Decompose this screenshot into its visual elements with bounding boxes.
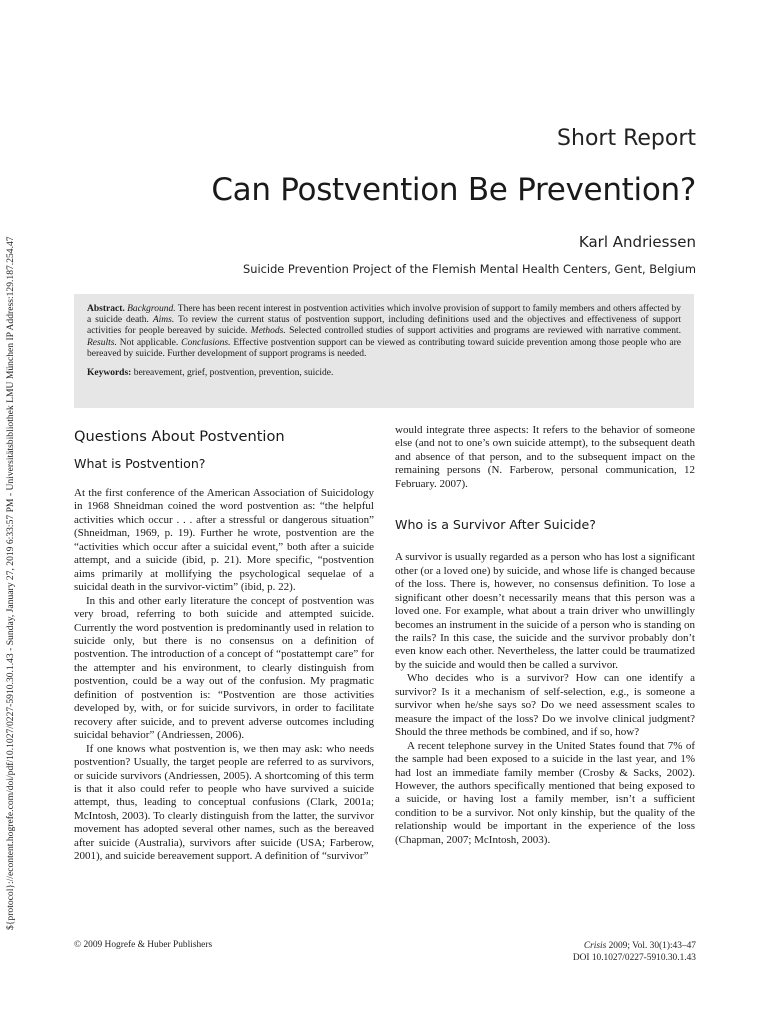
paragraph-7: A recent telephone survey in the United States found that 7% of the sample had been exposed to a suicide in the last year, and 1% had lost an immediate family member (Crosby & Sacks, 2002). However, the authors specifically mentioned that being exposed to a suicide, or having lost a family member, isn’t a sufficient condition to be a survivor. Not only kinship, but the quality of the relationship would be important in the experience of the loss (Chapman, 2007; McIntosh, 2003). (395, 739, 695, 846)
keywords-text: bereavement, grief, postvention, prevention, suicide. (131, 368, 334, 379)
heading-questions-about-postvention: Questions About Postvention (74, 428, 285, 445)
heading-what-is-postvention: What is Postvention? (74, 456, 206, 471)
paragraph-3: If one knows what postvention is, we then may ask: who needs postvention? Usually, the target people are referred to as survivors, or suicide survivors (Andriessen, 2005). A shortcoming of this term is that it also could refer to people who have survived a suicide attempt, thus, leading to conceptual confusions (Clark, 2001a; McIntosh, 2003). To clearly distinguish from the latter, the survivor movement has adopted several other names, such as the bereaved after suicide (Australia), survivors after suicide (USA; Farberow, 2001), and suicide bereavement support. A definition of “survivor” (74, 742, 374, 863)
paragraph-1: At the first conference of the American Association of Suicidology in 1968 Shneidman coined the word postvention as: “the helpful activities which occur . . . after a stressful or dangerous situation” (Shneidman, 1969, p. 19). Further he wrote, postvention are the “activities which occur after a suicidal event,” both after a suicide attempt, and a suicide (ibid, p. 21). More specific, “postvention aims primarily at mollifying the psychological sequelae of a suicidal death in the survivor-victim” (ibid, p. 22). (74, 487, 374, 594)
author-affiliation: Suicide Prevention Project of the Flemish Mental Health Centers, Gent, Belgium (243, 262, 696, 276)
left-column (74, 424, 374, 924)
keywords-label: Keywords: (87, 368, 132, 379)
abstract-results-label: Results. (87, 337, 117, 348)
abstract-aims: To review the current status of postvention support, including definitions used and the objectives and effectiveness of support activities for people bereaved by suicide. (87, 315, 681, 337)
abstract-box (74, 294, 694, 408)
abstract-label: Abstract. (87, 304, 125, 314)
article-title: Can Postvention Be Prevention? (211, 172, 696, 208)
journal-volume: 2009; Vol. 30(1):43–47 (606, 941, 696, 951)
journal-citation-line (573, 940, 696, 952)
download-watermark (4, 160, 18, 930)
paragraph-6: Who decides who is a survivor? How can one identify a survivor? Is it a mechanism of self-selection, e.g., is someone a survivor when he/she says so? Do we need assessment scales to measure the impact of the loss? Do we involve clinical judgment? Should the three methods be combined, and if so, how? (395, 672, 695, 739)
abstract-background-label: Background. (127, 304, 176, 314)
abstract-conclusions: Effective postvention support can be viewed as contributing toward suicide prevention among those people who are bereaved by suicide. Further development of support programs is needed. (87, 337, 681, 359)
abstract-conclusions-label: Conclusions. (181, 337, 231, 348)
abstract-results: Not applicable. (116, 337, 182, 348)
abstract-methods-label: Methods. (250, 326, 286, 337)
abstract-text (87, 304, 681, 360)
abstract-aims-label: Aims. (152, 315, 175, 326)
doi-line: DOI 10.1027/0227-5910.30.1.43 (572, 953, 696, 963)
paragraph-5: A survivor is usually regarded as a person who has lost a significant other (or a loved one) by suicide, and whose life is changed because of the loss. There is, however, no consensus definition. To lose a significant other doesn’t necessarily means that this person was a loved one. For example, what about a train driver who unwillingly becomes an instrument in the suicide of a person who is standing on the rails? In this case, the suicide and the survivor probably don’t even know each other. Nevertheless, the latter could be traumatized by the suicide and would then be called a survivor. (395, 551, 695, 671)
download-watermark-text: ${protocol}://econtent.hogrefe.com/doi/pdf/10.1027/0227-5910.30.1.43 - Sunday, January 27, 2019 6:33:57 PM - Universitätsbibliothek LMU München IP Address:129.187.254.47 (5, 236, 16, 930)
heading-who-is-a-survivor: Who is a Survivor After Suicide? (395, 517, 596, 533)
right-column (395, 424, 695, 924)
abstract-methods: Selected controlled studies of support activities and programs are reviewed with narrative comment. (285, 326, 682, 337)
footer-citation (573, 940, 696, 964)
paragraph-4: would integrate three aspects: It refers to the behavior of someone else (and not to one’s own suicide attempt), to the subsequent death and absence of that person, and to the subsequent impact on the remaining persons (N. Farberow, personal communication, 12 February. 2007). (395, 424, 695, 490)
journal-name: Crisis (583, 941, 607, 951)
abstract-background: There has been recent interest in postvention activities which involve provision of support to family members and others affected by a suicide death. (87, 304, 682, 326)
keywords-line (87, 368, 681, 379)
paragraph-2: In this and other early literature the concept of postvention was very broad, referring to both suicide and attempted suicide. Currently the word postvention is predominantly used in relation to suicide only, but there is no consensus on a definition of postvention. The introduction of a concept of “postattempt care” for the attempter and his environment, to clearly distinguish from postvention, could be a way out of the confusion. My pragmatic definition of postvention is: “Postvention are those activities developed by, with, or for suicide survivors, in order to facilitate recovery after suicide, and to prevent adverse outcomes including suicidal behavior” (Andriessen, 2006). (74, 594, 374, 742)
section-label: Short Report (557, 126, 696, 151)
author-name: Karl Andriessen (578, 233, 696, 251)
footer-copyright: © 2009 Hogrefe & Huber Publishers (74, 940, 213, 950)
